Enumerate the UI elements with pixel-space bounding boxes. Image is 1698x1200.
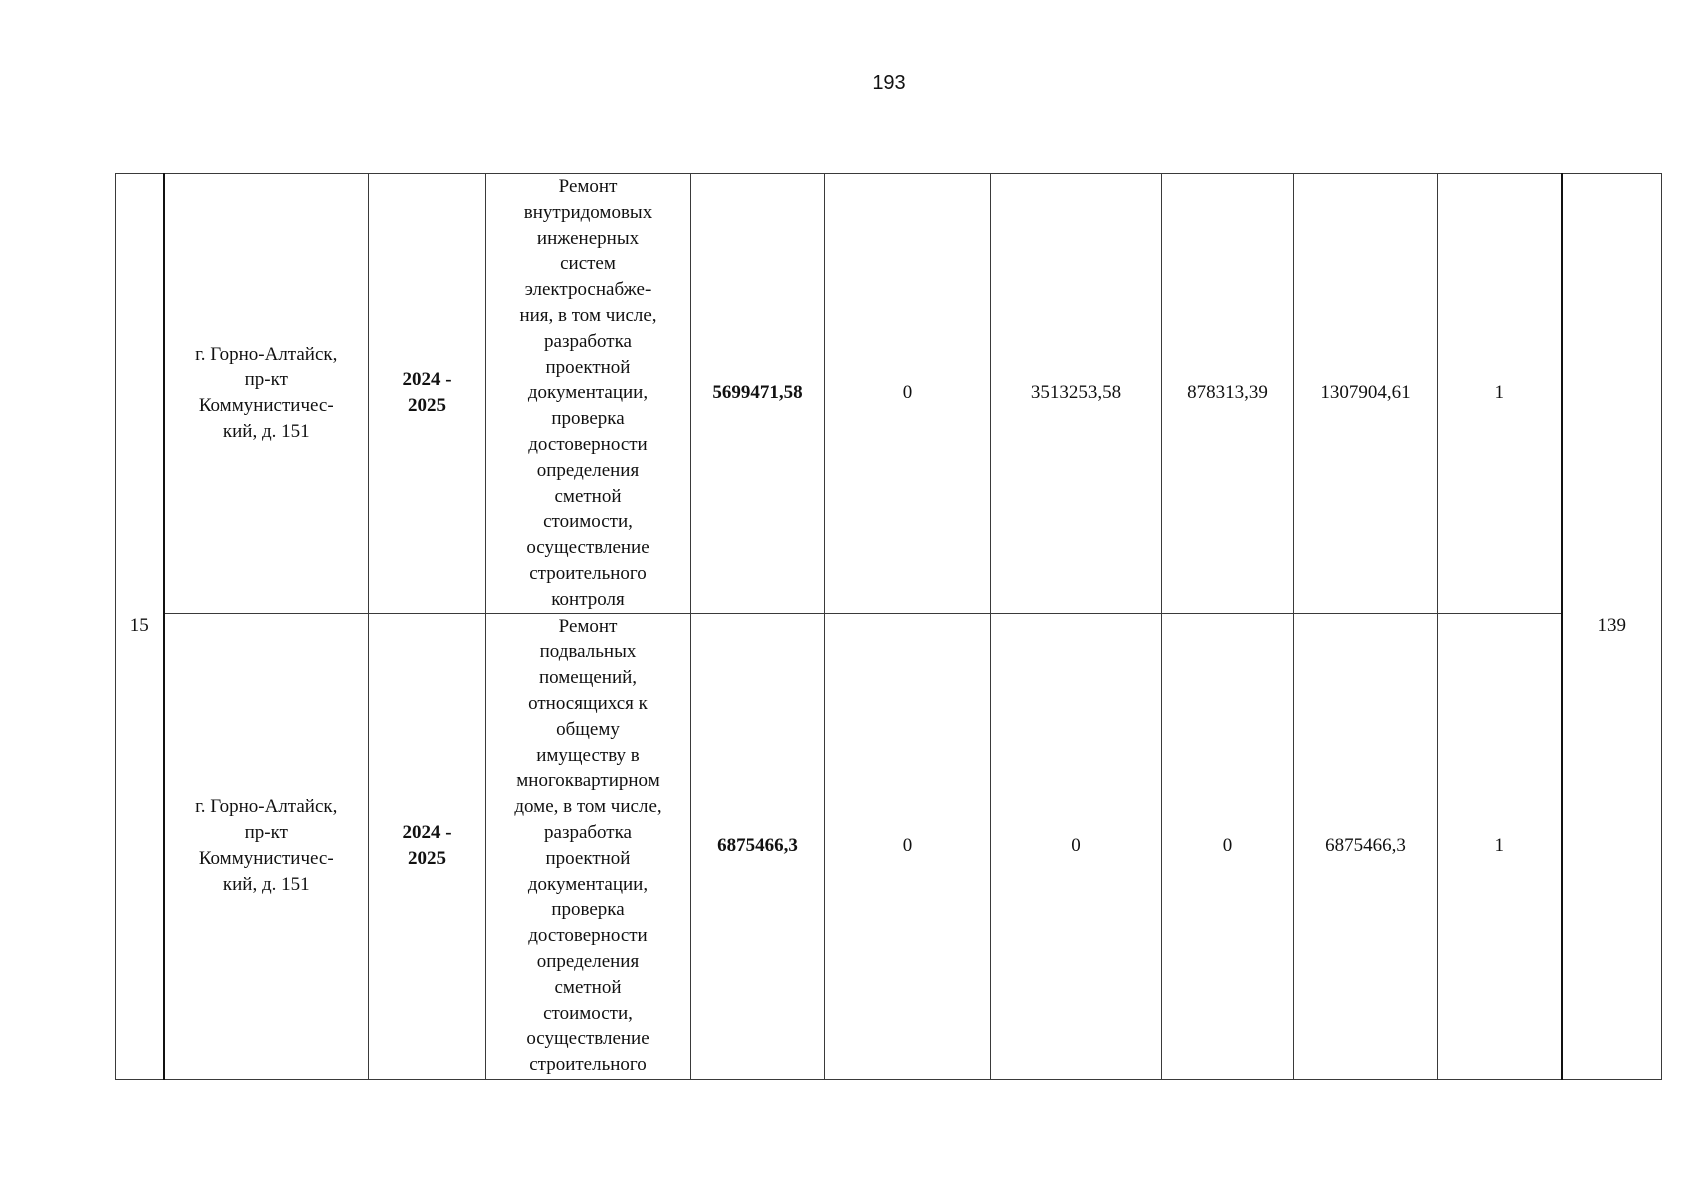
value-cell: 1 [1438,613,1562,1079]
value-cell: 0 [825,613,991,1079]
period-cell: 2024 - 2025 [369,613,486,1079]
address-cell: г. Горно-Алтайск, пр-кт Коммунистичес- кий, д. 151 [164,613,369,1079]
table-row [116,174,1662,614]
work-type-cell: Ремонт внутридомовых инженерных систем электроснабже- ния, в том числе, разработка проектной документации, проверка достоверности определения сметной стоимости, осуществление строительного контроля [486,174,691,614]
works-table [115,173,1662,1080]
period-cell: 2024 - 2025 [369,174,486,614]
value-cell: 878313,39 [1162,174,1294,614]
value-cell: 3513253,58 [991,174,1162,614]
value-cell: 0 [991,613,1162,1079]
value-cell: 0 [825,174,991,614]
table-row [116,613,1662,1079]
address-cell: г. Горно-Алтайск, пр-кт Коммунистичес- кий, д. 151 [164,174,369,614]
total-cost-cell: 6875466,3 [691,613,825,1079]
work-type-cell: Ремонт подвальных помещений, относящихся к общему имуществу в многоквартирном доме, в том числе, разработка проектной документации, проверка достоверности определения сметной стоимости, осуществление строительного [486,613,691,1079]
value-cell: 6875466,3 [1294,613,1438,1079]
group-code-cell: 139 [1562,174,1662,1080]
page-number: 193 [872,72,906,94]
group-number-cell: 15 [116,174,164,1080]
value-cell: 1 [1438,174,1562,614]
value-cell: 1307904,61 [1294,174,1438,614]
total-cost-cell: 5699471,58 [691,174,825,614]
value-cell: 0 [1162,613,1294,1079]
